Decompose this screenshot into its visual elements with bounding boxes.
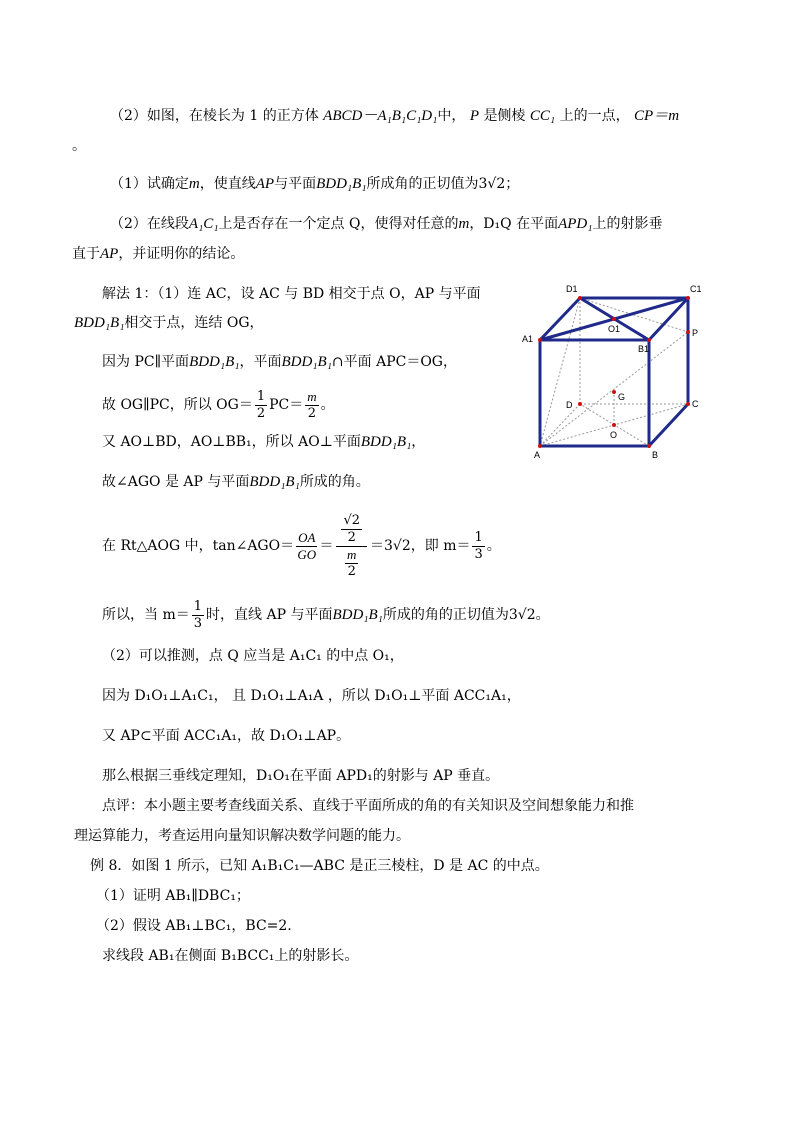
point-o1 [612, 317, 616, 321]
label-g: G [618, 392, 626, 402]
label-d1: D1 [566, 284, 578, 294]
solution-line-7: 在 Rt△AOG 中，tan∠AGO＝ $\frac{OA}{GO}$ ＝ $\frac{\frac{√2}{2}}{\frac{m}{2}}$ ＝3√2，即 m＝ $\frac{1}{3}$ 。 [102, 512, 501, 579]
label-b1: B1 [638, 344, 650, 354]
solution-line-5: 又 AO⊥BD，AO⊥BB₁，所以 AO⊥平面BDD₁B₁， [102, 434, 426, 450]
comment-line-2: 理运算能力，考查运用向量知识解决数学问题的能力。 [74, 828, 410, 844]
question-2-line-1: （2）在线段A₁C₁上是否存在一个定点 Q，使得对任意的m，D₁Q 在平面APD₁上的射影垂 [110, 216, 663, 232]
label-d: D [566, 400, 573, 410]
question-2-line-2: 直于AP，并证明你的结论。 [72, 246, 245, 262]
fraction-oa-go: $\frac{OA}{GO}$ [297, 529, 317, 562]
point-d1 [578, 296, 582, 300]
solution-line-6: 故∠AGO 是 AP 与平面BDD₁B₁所成的角。 [102, 474, 370, 490]
point-o [612, 423, 616, 427]
compound-fraction: $\frac{\frac{√2}{2}}{\frac{m}{2}}$ [336, 513, 367, 580]
fraction-one-third: $\frac{1}{3}$ [474, 529, 483, 562]
fraction-one-half: $\frac{1}{2}$ [256, 388, 266, 421]
label-a: A [534, 450, 541, 460]
label-c: C [692, 399, 699, 409]
fraction-one-third: $\frac{1}{3}$ [193, 598, 203, 631]
problem-line-2: 。 [72, 138, 86, 154]
question-1: （1）试确定m，使直线AP与平面BDD₁B₁所成角的正切值为3√2； [110, 176, 520, 192]
label-c1: C1 [690, 284, 702, 294]
fraction-m-half: $\frac{m}{2}$ [307, 388, 317, 421]
point-p [686, 330, 690, 334]
label-o1: O1 [608, 324, 621, 334]
example-8-ask: 求线段 AB₁在侧面 B₁BCC₁上的射影长。 [102, 948, 359, 964]
solution-line-8: 所以，当 m＝ $\frac{1}{3}$ 时，直线 AP 与平面BDD₁B₁所成的角的正切值为3√2。 [102, 598, 550, 631]
solution-line-1: 解法 1：（1）连 AC，设 AC 与 BD 相交于点 O，AP 与平面 [102, 286, 481, 302]
point-c1 [686, 296, 690, 300]
label-p: P [692, 328, 699, 338]
point-g [612, 390, 616, 394]
solution-line-11: 又 AP⊂平面 ACC₁A₁，故 D₁O₁⊥AP。 [102, 728, 351, 744]
point-c [686, 402, 690, 406]
example-8-q2: （2）假设 AB₁⊥BC₁，BC=2. [96, 918, 292, 934]
point-b [647, 444, 651, 448]
point-a [538, 444, 542, 448]
solution-line-12: 那么根据三垂线定理知，D₁O₁在平面 APD₁的射影与 AP 垂直。 [102, 768, 500, 784]
label-b: B [652, 450, 659, 460]
label-a1: A1 [522, 334, 534, 344]
solution-line-3: 因为 PC∥平面BDD₁B₁，平面BDD₁B₁∩平面 APC＝OG， [102, 354, 457, 370]
problem-line-1: （2）如图，在棱长为 1 的正方体 ABCD－A₁B₁C₁D₁中， P 是侧棱 CC₁ 上的一点， CP＝m [110, 108, 680, 124]
point-b1 [647, 338, 651, 342]
hidden-edge-a-d [540, 404, 580, 446]
label-o: O [610, 430, 618, 440]
solution-line-4: 故 OG∥PC，所以 OG＝ $\frac{1}{2}$ PC＝ $\frac{m}{2}$ 。 [102, 388, 335, 421]
example-8-q1: （1）证明 AB₁∥DBC₁； [96, 888, 250, 904]
cube-figure [516, 280, 706, 460]
solution-line-9: （2）可以推测，点 Q 应当是 A₁C₁ 的中点 O₁， [102, 648, 404, 664]
point-a1 [538, 338, 542, 342]
comment-line-1: 点评：本小题主要考查线面关系、直线于平面所成的角的有关知识及空间想象能力和推 [102, 798, 634, 814]
solution-line-10: 因为 D₁O₁⊥A₁C₁， 且 D₁O₁⊥A₁A ，所以 D₁O₁⊥平面 ACC₁A₁， [102, 688, 521, 704]
example-8-title: 例 8．如图 1 所示，已知 A₁B₁C₁—ABC 是正三棱柱，D 是 AC 的中点。 [90, 858, 549, 874]
solution-line-2: BDD₁B₁相交于点，连结 OG， [74, 315, 264, 331]
point-d [578, 402, 582, 406]
cube-name: ABCD－A₁B₁C₁D₁ [323, 108, 438, 124]
